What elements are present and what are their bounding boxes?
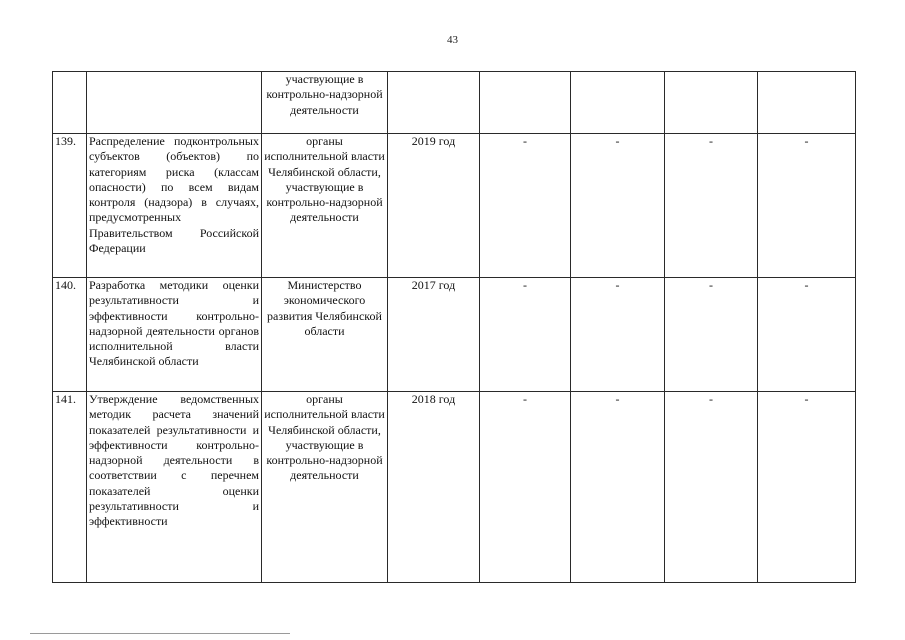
value-cell-2: - [571,134,665,278]
value-cell-3: - [665,392,758,583]
measure-name: Утверждение ведомственных методик расчета значений показателей результативности и эффективности контрольно-надзорной деятельности в соответствии с перечнем показателей оценки результативности и эффективности [87,392,262,583]
value-cell-1 [480,72,571,134]
table-row [53,278,856,392]
value-cell-1: - [480,392,571,583]
page-number: 43 [447,34,458,46]
value-cell-4: - [758,134,856,278]
scan-edge-mark [30,633,290,634]
value-cell-2 [571,72,665,134]
deadline-year: 2018 год [388,392,480,583]
value-cell-4: - [758,278,856,392]
value-cell-4 [758,72,856,134]
value-cell-3: - [665,278,758,392]
value-cell-3 [665,72,758,134]
row-number [53,72,87,134]
value-cell-1: - [480,278,571,392]
measure-name: Разработка методики оценки результативности и эффективности контрольно-надзорной деятельности органов исполнительной власти Челябинской области [87,278,262,392]
value-cell-3: - [665,134,758,278]
deadline-year [388,72,480,134]
executor: органы исполнительной власти Челябинской области, участвующие в контрольно-надзорной деятельности [262,392,388,583]
executor: органы исполнительной власти Челябинской области, участвующие в контрольно-надзорной деятельности [262,134,388,278]
row-number: 141. [53,392,87,583]
row-number: 139. [53,134,87,278]
table-row [53,392,856,583]
measure-name: Распределение подконтрольных субъектов (объектов) по категориям риска (классам опасности) по всем видам контроля (надзора) в случаях, предусмотренных Правительством Российской Федерации [87,134,262,278]
table-row [53,134,856,278]
executor: Министерство экономического развития Челябинской области [262,278,388,392]
deadline-year: 2017 год [388,278,480,392]
executor: участвующие в контрольно-надзорной деятельности [262,72,388,134]
measure-name [87,72,262,134]
value-cell-2: - [571,278,665,392]
row-number: 140. [53,278,87,392]
table-row [53,72,856,134]
value-cell-2: - [571,392,665,583]
value-cell-1: - [480,134,571,278]
value-cell-4: - [758,392,856,583]
deadline-year: 2019 год [388,134,480,278]
measures-table [52,71,856,583]
